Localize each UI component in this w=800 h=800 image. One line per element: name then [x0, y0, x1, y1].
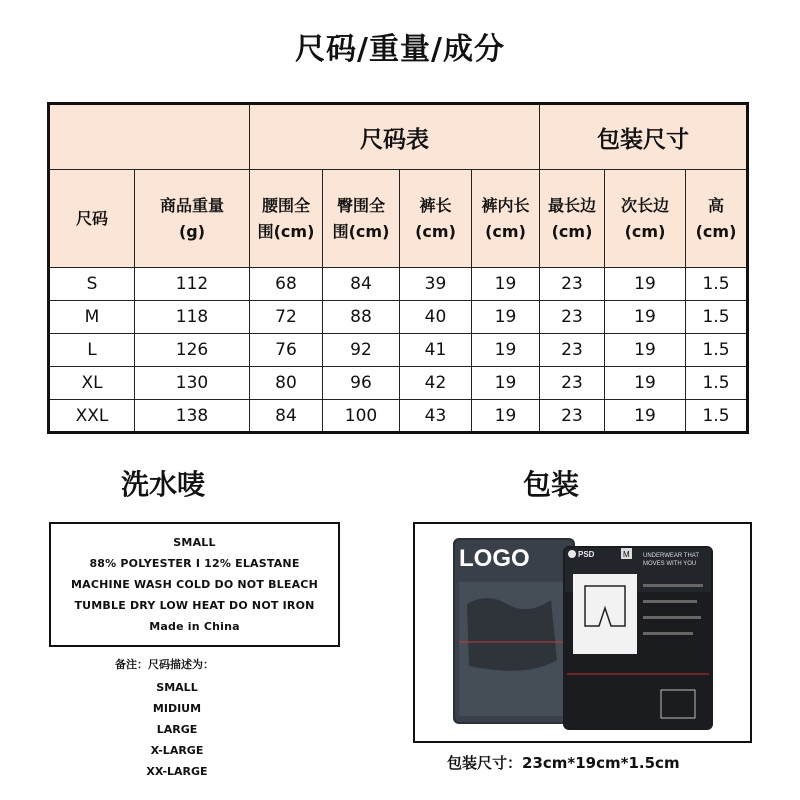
value-cell: 40 — [400, 301, 472, 334]
table-row — [49, 301, 748, 334]
size-note-item: MIDIUM — [152, 702, 202, 715]
empty-corner-cell — [49, 104, 250, 170]
wash-label-line: MACHINE WASH COLD DO NOT BLEACH — [71, 578, 318, 591]
table-row — [49, 268, 748, 301]
column-header — [49, 170, 135, 268]
tagline-line: UNDERWEAR THAT — [643, 553, 700, 559]
value-cell: 92 — [323, 334, 400, 367]
table-row — [49, 400, 748, 433]
column-header-line: 裤内长 — [481, 195, 530, 215]
value-cell: 23 — [540, 400, 605, 433]
size-chart-group-header: 尺码表 — [250, 104, 540, 170]
column-header-line: (cm) — [551, 221, 593, 241]
column-header-line: (cm) — [415, 221, 456, 241]
value-cell: 39 — [400, 268, 472, 301]
value-cell: 1.5 — [686, 268, 748, 301]
column-header-line: 腰围全 — [261, 195, 310, 215]
column-header-line: 次长边 — [620, 195, 669, 215]
column-header — [472, 170, 540, 268]
wash-label-box — [49, 522, 340, 647]
wash-label-line: Made in China — [149, 620, 240, 633]
tagline-line: MOVES WITH YOU — [643, 561, 697, 567]
value-cell: 100 — [323, 400, 400, 433]
value-cell: 43 — [400, 400, 472, 433]
column-header-line: 裤长 — [419, 195, 452, 215]
value-cell: 23 — [540, 334, 605, 367]
value-cell: 84 — [323, 268, 400, 301]
value-cell: 19 — [472, 367, 540, 400]
column-header-line: 商品重量 — [159, 195, 224, 215]
column-header — [400, 170, 472, 268]
column-header-line: 臀围全 — [336, 195, 385, 215]
value-cell: 19 — [605, 367, 686, 400]
size-cell: M — [49, 301, 135, 334]
value-cell: 19 — [605, 400, 686, 433]
value-cell: 19 — [605, 268, 686, 301]
size-notes — [115, 656, 275, 782]
table-row — [49, 367, 748, 400]
column-header — [250, 170, 323, 268]
value-cell: 23 — [540, 268, 605, 301]
column-header-line: 围(cm) — [257, 221, 315, 241]
value-cell: 1.5 — [686, 334, 748, 367]
column-header — [135, 170, 250, 268]
value-cell: 1.5 — [686, 367, 748, 400]
value-cell: 76 — [250, 334, 323, 367]
value-cell: 23 — [540, 301, 605, 334]
column-header-line: (cm) — [624, 221, 666, 241]
column-header-line: (g) — [178, 221, 206, 241]
value-cell: 19 — [605, 334, 686, 367]
column-header-line: 围(cm) — [332, 221, 390, 241]
table-row — [49, 334, 748, 367]
wash-label-line: 88% POLYESTER I 12% ELASTANE — [89, 557, 300, 570]
page-title: 尺码/重量/成分 — [295, 32, 505, 67]
column-header-line: (cm) — [695, 221, 737, 241]
group-header-row — [49, 104, 748, 170]
value-cell: 80 — [250, 367, 323, 400]
column-header — [323, 170, 400, 268]
size-note-item: X-LARGE — [150, 744, 204, 757]
value-cell: 23 — [540, 367, 605, 400]
package-photo — [415, 524, 750, 741]
value-cell: 130 — [135, 367, 250, 400]
size-note-item: LARGE — [156, 723, 198, 736]
value-cell: 1.5 — [686, 301, 748, 334]
package-title: 包装 — [523, 468, 580, 501]
value-cell: 112 — [135, 268, 250, 301]
package-size-group-header: 包装尺寸 — [540, 104, 748, 170]
value-cell: 1.5 — [686, 400, 748, 433]
value-cell: 96 — [323, 367, 400, 400]
size-cell: XXL — [49, 400, 135, 433]
front-logo-text: LOGO — [459, 545, 530, 572]
wash-label-line: SMALL — [173, 536, 216, 549]
value-cell: 118 — [135, 301, 250, 334]
package-image-box — [413, 522, 752, 743]
size-note-item: SMALL — [156, 681, 198, 694]
size-cell: S — [49, 268, 135, 301]
value-cell: 41 — [400, 334, 472, 367]
value-cell: 68 — [250, 268, 323, 301]
wash-label-line: TUMBLE DRY LOW HEAT DO NOT IRON — [74, 599, 315, 612]
brand-icon — [568, 550, 576, 558]
value-cell: 19 — [605, 301, 686, 334]
column-header-line: 最长边 — [547, 195, 596, 215]
value-cell: 84 — [250, 400, 323, 433]
value-cell: 88 — [323, 301, 400, 334]
column-header-line: (cm) — [485, 221, 526, 241]
value-cell: 19 — [472, 268, 540, 301]
size-chart-body — [49, 268, 748, 433]
column-header — [605, 170, 686, 268]
column-header — [540, 170, 605, 268]
wash-label-title: 洗水唛 — [121, 468, 206, 501]
size-notes-title: 备注：尺码描述为： — [115, 658, 214, 671]
column-header-line: 尺码 — [75, 208, 108, 228]
package-size-caption: 包装尺寸：23cm*19cm*1.5cm — [447, 754, 680, 772]
size-badge-text: M — [623, 550, 630, 559]
size-chart-table — [47, 102, 749, 434]
size-cell: L — [49, 334, 135, 367]
value-cell: 19 — [472, 400, 540, 433]
column-header-row — [49, 170, 748, 268]
value-cell: 126 — [135, 334, 250, 367]
value-cell: 42 — [400, 367, 472, 400]
value-cell: 19 — [472, 334, 540, 367]
brand-mark-text: PSD — [578, 550, 595, 559]
value-cell: 19 — [472, 301, 540, 334]
value-cell: 138 — [135, 400, 250, 433]
size-note-item: XX-LARGE — [146, 765, 208, 778]
column-header — [686, 170, 748, 268]
column-header-line: 高 — [708, 195, 725, 215]
value-cell: 72 — [250, 301, 323, 334]
size-cell: XL — [49, 367, 135, 400]
